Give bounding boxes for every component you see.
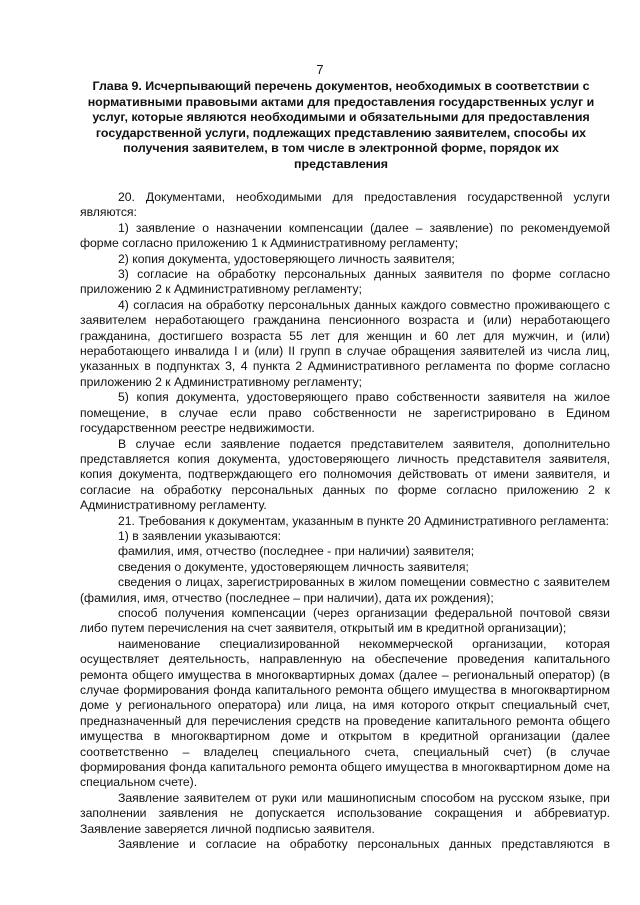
paragraph: 21. Требования к документам, указанным в пункте 20 Административного регламента: (118, 513, 609, 528)
paragraph: 2) копия документа, удостоверяющего личность заявителя; (118, 251, 455, 266)
paragraph: способ получения компенсации (через организации федеральной почтовой связи либо путем перечисления на счет заявителя, открытый им в кредитной организации); (80, 605, 610, 636)
paragraph: 20. Документами, необходимыми для предоставления государственной услуги являются: (80, 190, 610, 220)
page-number: 7 (316, 62, 324, 77)
chapter-heading: Глава 9. Исчерпывающий перечень документов, необходимых в соответствии с нормативными правовыми актами для предоставления государственных услуг и услуг, которые являются необходимыми и обязательными для предоставления государственной услуги, подлежащих представлению заявителем, способы их получения заявителем, в том числе в электронной форме, порядок их представления (87, 79, 595, 171)
paragraph: 3) согласие на обработку персональных данных заявителя по форме согласно приложению 2 к Административному регламенту; (80, 267, 610, 297)
paragraph: наименование специализированной некоммерческой организации, которая осуществляет деятельность, направленную на обеспечение проведения капитального ремонта общего имущества в многоквартирных домах (далее – региональный оператор) (в случае формирования фонда капитального ремонта общего имущества в многоквартирном доме у регионального оператора) или лица, на имя которого открыт специальный счет, предназначенный для перечисления средств на проведение капитального ремонта общего имущества в многоквартирном доме и открытом в кредитной организации (далее соответственно – владелец специального счета, специальный счет) (в случае формирования фонда капитального ремонта общего имущества в многоквартирном доме на специальном счете). (80, 636, 610, 790)
paragraph: сведения о документе, удостоверяющем личность заявителя; (118, 559, 469, 574)
paragraph: 5) копия документа, удостоверяющего право собственности заявителя на жилое помещение, в случае если право собственности не зарегистрировано в Едином государственном реестре недвижимости. (80, 390, 610, 436)
paragraph: 4) согласия на обработку персональных данных каждого совместно проживающего с заявителем неработающего гражданина пенсионного возраста и (или) неработающего гражданина, достигшего возраста 55 лет для женщин и 60 лет для мужчин, и (или) неработающего инвалида I и (или) II групп в случае обращения заявителей из числа лиц, указанных в подпунктах 3, 4 пункта 2 Административного регламента по форме согласно приложению 2 к Административному регламенту; (80, 297, 610, 389)
paragraph: Заявление заявителем от руки или машинописным способом на русском языке, при заполнении заявления не допускается использование сокращения и аббревиатур. Заявление заверяется личной подписью заявителя. (80, 790, 610, 836)
paragraph: фамилия, имя, отчество (последнее - при наличии) заявителя; (118, 544, 475, 559)
paragraph: сведения о лицах, зарегистрированных в жилом помещении совместно с заявителем (фамилия, имя, отчество (последнее – при наличии), дата их рождения); (80, 575, 610, 605)
paragraph: Заявление и согласие на обработку персональных данных представляются в (118, 837, 610, 852)
paragraph: 1) заявление о назначении компенсации (далее – заявление) по рекомендуемой форме согласно приложению 1 к Административному регламенту; (80, 220, 610, 251)
paragraph: 1) в заявлении указываются: (118, 528, 282, 543)
paragraph: В случае если заявление подается представителем заявителя, дополнительно представляется копия документа, удостоверяющего личность представителя заявителя, копия документа, подтверждающего его полномочия действовать от имени заявителя, и согласие на обработку персональных данных по форме согласно приложению 2 к Административному регламенту. (80, 436, 610, 513)
document-body (80, 190, 610, 852)
